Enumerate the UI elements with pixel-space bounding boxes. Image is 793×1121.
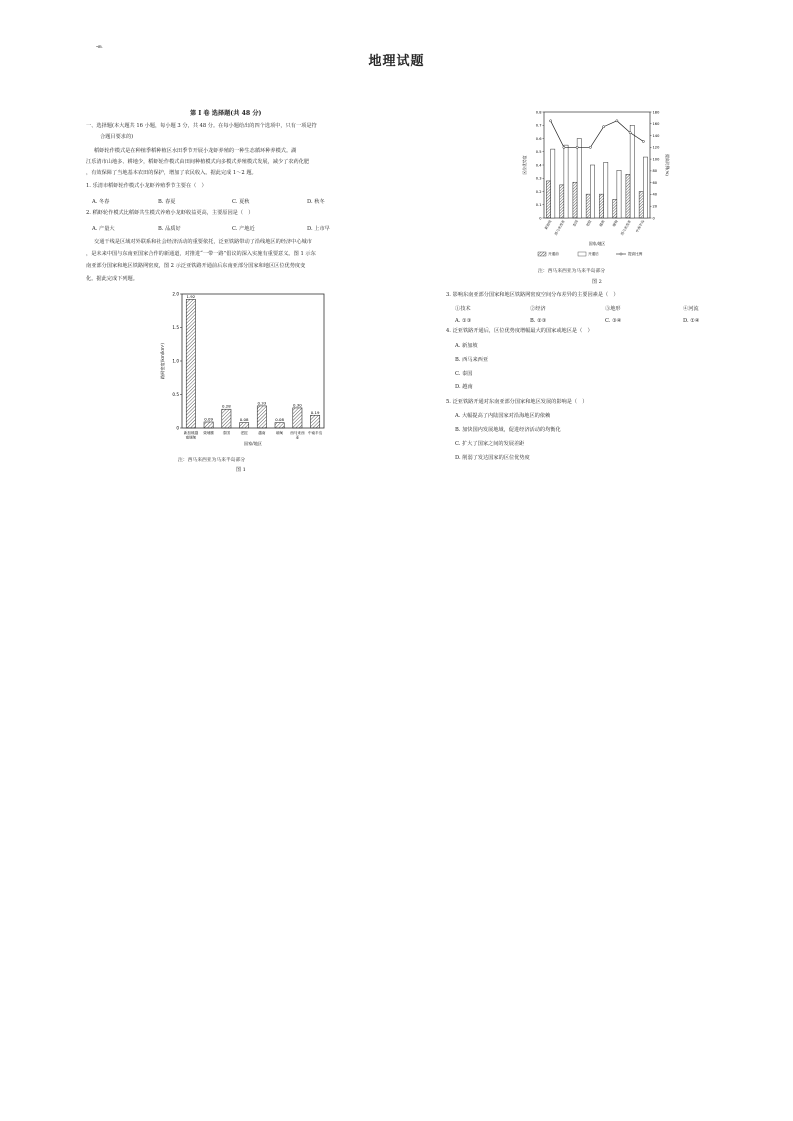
q4-option-b[interactable]: B. 西马来西亚: [455, 357, 489, 363]
increase-ratio-point: [550, 120, 552, 122]
bar-before: [639, 192, 643, 219]
bar-after: [577, 139, 581, 219]
instruction-line: 一、选择题(本大题共 16 小题，每小题 3 分，共 48 分。在每小题给出的四个选项中，只有一项是符: [86, 123, 317, 129]
increase-ratio-point: [616, 120, 618, 122]
figure-2-combo-chart: [520, 106, 670, 264]
y-tick-label: 0.3: [535, 176, 542, 181]
x-tick-label: 泰国: [572, 219, 579, 228]
bar-after: [630, 125, 634, 218]
x-tick-label: 越南: [598, 219, 606, 228]
bar-before: [560, 185, 564, 218]
x-tick-label: 老挝: [585, 219, 593, 228]
q5-option-a[interactable]: A. 大幅提高了内陆国家对沿海地区的依赖: [455, 413, 551, 419]
bar: [275, 423, 284, 428]
bar-value-label: 0.09: [204, 416, 213, 422]
y-tick-label: 0.6: [535, 136, 542, 141]
bar: [222, 409, 231, 428]
bar-after: [604, 162, 608, 218]
y2-tick-label: 160: [652, 122, 660, 127]
q2-option-a[interactable]: A. 产量大: [92, 226, 115, 232]
bar: [311, 415, 320, 428]
q5-option-c[interactable]: C. 扩大了国家之间的发展差距: [455, 441, 525, 447]
q1-option-a[interactable]: A. 冬春: [92, 199, 110, 205]
bar-before: [546, 181, 550, 218]
y-tick-label: 1.5: [172, 324, 179, 330]
page-title: 地理试题: [368, 54, 425, 69]
y-axis-label: 路网密度(km/km²): [160, 342, 165, 380]
y2-tick-label: 80: [652, 169, 658, 174]
q3-factor-3: ③地形: [605, 306, 621, 312]
bar-value-label: 0.08: [275, 417, 284, 423]
bar-before: [573, 182, 577, 218]
q3-option-b[interactable]: B. ②③: [530, 318, 547, 324]
bar-value-label: 0.28: [222, 403, 231, 409]
x-axis-label: 国家/地区: [588, 241, 606, 246]
y-tick-label: 0: [176, 425, 179, 431]
figure-2-note: 注：西马来西亚为马来半岛部分: [538, 269, 606, 274]
x-tick-label: 柬埔寨: [203, 431, 215, 435]
increase-ratio-point: [603, 126, 605, 128]
bar-before: [586, 194, 590, 218]
q4-option-a[interactable]: A. 新加坡: [455, 343, 478, 349]
x-tick-label: 南缅甸: [185, 435, 197, 440]
x-tick-label: 西马来西亚: [620, 219, 632, 237]
increase-ratio-point: [563, 146, 565, 148]
increase-ratio-line: [551, 121, 644, 147]
q2-option-c[interactable]: C. 产地近: [232, 226, 255, 232]
question-5-stem: 5. 泛亚铁路开通对东南亚部分国家和地区发展的影响是（ ）: [446, 399, 588, 405]
x-tick-label: 西马来西: [290, 431, 305, 435]
q3-factor-2: ②经济: [530, 306, 546, 312]
legend-swatch-before: [538, 252, 546, 256]
figure-1-caption: 图 1: [236, 467, 246, 473]
bar: [293, 408, 302, 428]
q3-option-d[interactable]: D. ①④: [683, 318, 700, 324]
y2-tick-label: 100: [652, 157, 660, 162]
bar-after: [590, 165, 594, 218]
y2-tick-label: 140: [652, 133, 660, 138]
q5-option-b[interactable]: B. 加快国内发展地域，促进经济活动的均衡化: [455, 427, 561, 433]
x-tick-label: 老挝: [240, 431, 248, 435]
x-tick-label: 新加坡: [543, 219, 553, 231]
passage2-line: 交通干线是区域对外联系和社会经济活动的重要依托，泛亚铁路带动了沿线地区的经济中心城市: [94, 239, 312, 245]
increase-ratio-point: [629, 132, 631, 134]
question-4-stem: 4. 泛亚铁路开通后，区位优势度增幅最大的国家或地区是（ ）: [446, 328, 593, 334]
bar-after: [564, 145, 568, 218]
y-tick-label: 0.7: [535, 123, 542, 128]
q5-option-d[interactable]: D. 削弱了发达国家的区位优势度: [455, 455, 530, 461]
increase-ratio-point: [576, 146, 578, 148]
q1-option-d[interactable]: D. 秋冬: [307, 199, 325, 205]
increase-ratio-point: [642, 140, 644, 142]
figure-2-caption: 图 2: [592, 279, 602, 285]
y-tick-label: 1.0: [172, 358, 179, 364]
question-2-stem: 2. 稻虾轮作模式比稻虾共生模式养殖小龙虾收益更高，主要原因是（ ）: [86, 210, 254, 216]
bar: [186, 299, 195, 428]
passage1-line: ，有效保障了当地基本农田的保护，增加了农民收入。据此完成 1～2 题。: [86, 170, 257, 176]
y2-tick-label: 40: [652, 192, 658, 197]
y-tick-label: 0: [539, 216, 542, 221]
legend-label: 开通前: [548, 252, 559, 256]
x-tick-label: 亚: [295, 435, 300, 440]
legend-label: 提高比例: [628, 252, 643, 256]
x-tick-label: 中南半岛: [634, 219, 646, 234]
y2-tick-label: 20: [652, 204, 658, 209]
bar: [257, 406, 266, 428]
q3-factor-1: ①技术: [455, 306, 471, 312]
bar: [240, 423, 249, 428]
bar-after: [551, 149, 555, 218]
question-1-stem: 1. 乐清市稻虾轮作模式小龙虾养殖季节主要在（ ）: [86, 183, 207, 189]
y-axis-label: 区位优势度: [522, 155, 527, 175]
y-tick-label: 0.4: [535, 163, 542, 168]
y-tick-label: 0.2: [535, 189, 542, 194]
x-axis-label: 国家/地区: [243, 441, 263, 446]
corner-mark: •ffi.: [96, 45, 103, 49]
q3-factor-4: ④河流: [683, 306, 699, 312]
passage2-line: 化。据此完成下列题。: [86, 276, 138, 282]
q3-option-c[interactable]: C. ③④: [605, 318, 622, 324]
y-tick-label: 0.1: [535, 203, 542, 208]
y2-axis-label: 提高比例(%): [665, 154, 670, 176]
x-tick-label: 中南半岛: [307, 431, 323, 435]
passage1-line: 江乐清市山地多、耕地少，稻虾轮作模式由田间种植模式向多模式养殖模式发展，减少了农药化肥: [86, 159, 310, 165]
x-tick-label: 西马来西亚: [553, 219, 566, 237]
question-3-stem: 3. 影响东南亚部分国家和地区铁路网密度空间分布差异的主要因素是（ ）: [446, 292, 619, 298]
q2-option-b[interactable]: B. 品质好: [158, 226, 181, 232]
legend-marker-ratio: [620, 253, 622, 255]
bar-value-label: 0.19: [310, 409, 320, 415]
bar-after: [643, 157, 647, 218]
q1-option-c[interactable]: C. 夏秋: [232, 199, 250, 205]
bar-before: [599, 194, 603, 218]
bar-value-label: 0.08: [239, 417, 249, 423]
instruction-line: 合题目要求的): [100, 134, 134, 140]
bar-value-label: 1.92: [186, 293, 196, 299]
q3-option-a[interactable]: A. ①③: [455, 318, 472, 324]
plot-frame: [182, 294, 324, 428]
y2-tick-label: 180: [652, 110, 660, 115]
x-tick-label: 缅甸: [611, 219, 619, 228]
figure-1-bar-chart: [140, 288, 340, 450]
x-tick-label: 新加坡越: [183, 431, 199, 435]
q4-option-d[interactable]: D. 越南: [455, 384, 473, 390]
bar-before: [613, 199, 617, 218]
q4-option-c[interactable]: C. 泰国: [455, 371, 473, 377]
bar-before: [626, 174, 630, 218]
y-tick-label: 0.8: [535, 110, 542, 115]
bar-value-label: 0.30: [293, 402, 302, 408]
y-tick-label: 2.0: [172, 291, 179, 297]
q2-option-d[interactable]: D. 上市早: [307, 226, 330, 232]
y-tick-label: 0.5: [172, 391, 179, 397]
y2-tick-label: 60: [652, 180, 658, 185]
x-tick-label: 越南: [258, 431, 266, 435]
passage2-line: ，是未来中国与东南亚国家合作的新通道，对推进“一带一路”倡议的深入实施有重要意义。图 1 示东: [86, 251, 316, 257]
passage1-line: 稻虾轮作模式是在种植季稻种植区水田季节开展小龙虾养殖的一种生态循环种养模式。湖: [94, 148, 297, 154]
bar-value-label: 0.33: [257, 400, 267, 406]
section-title: 第 I 卷 选择题(共 48 分): [190, 110, 262, 117]
y-tick-label: 0.5: [535, 150, 542, 155]
legend-swatch-after: [578, 252, 586, 256]
passage2-line: 南亚部分国家和地区铁路网密度，图 2 示泛亚铁路开通前后东南亚部分国家和地区区位优势度变: [86, 263, 306, 269]
figure-1-note: 注：西马来西亚为马来半岛部分: [178, 458, 246, 463]
x-tick-label: 缅甸: [276, 431, 284, 435]
legend-label: 开通后: [588, 252, 599, 256]
bar: [204, 422, 213, 428]
x-tick-label: 泰国: [222, 431, 230, 435]
increase-ratio-point: [589, 146, 591, 148]
q1-option-b[interactable]: B. 春夏: [158, 199, 176, 205]
y2-tick-label: 0: [652, 216, 655, 221]
y2-tick-label: 120: [652, 145, 660, 150]
bar-after: [617, 170, 621, 218]
